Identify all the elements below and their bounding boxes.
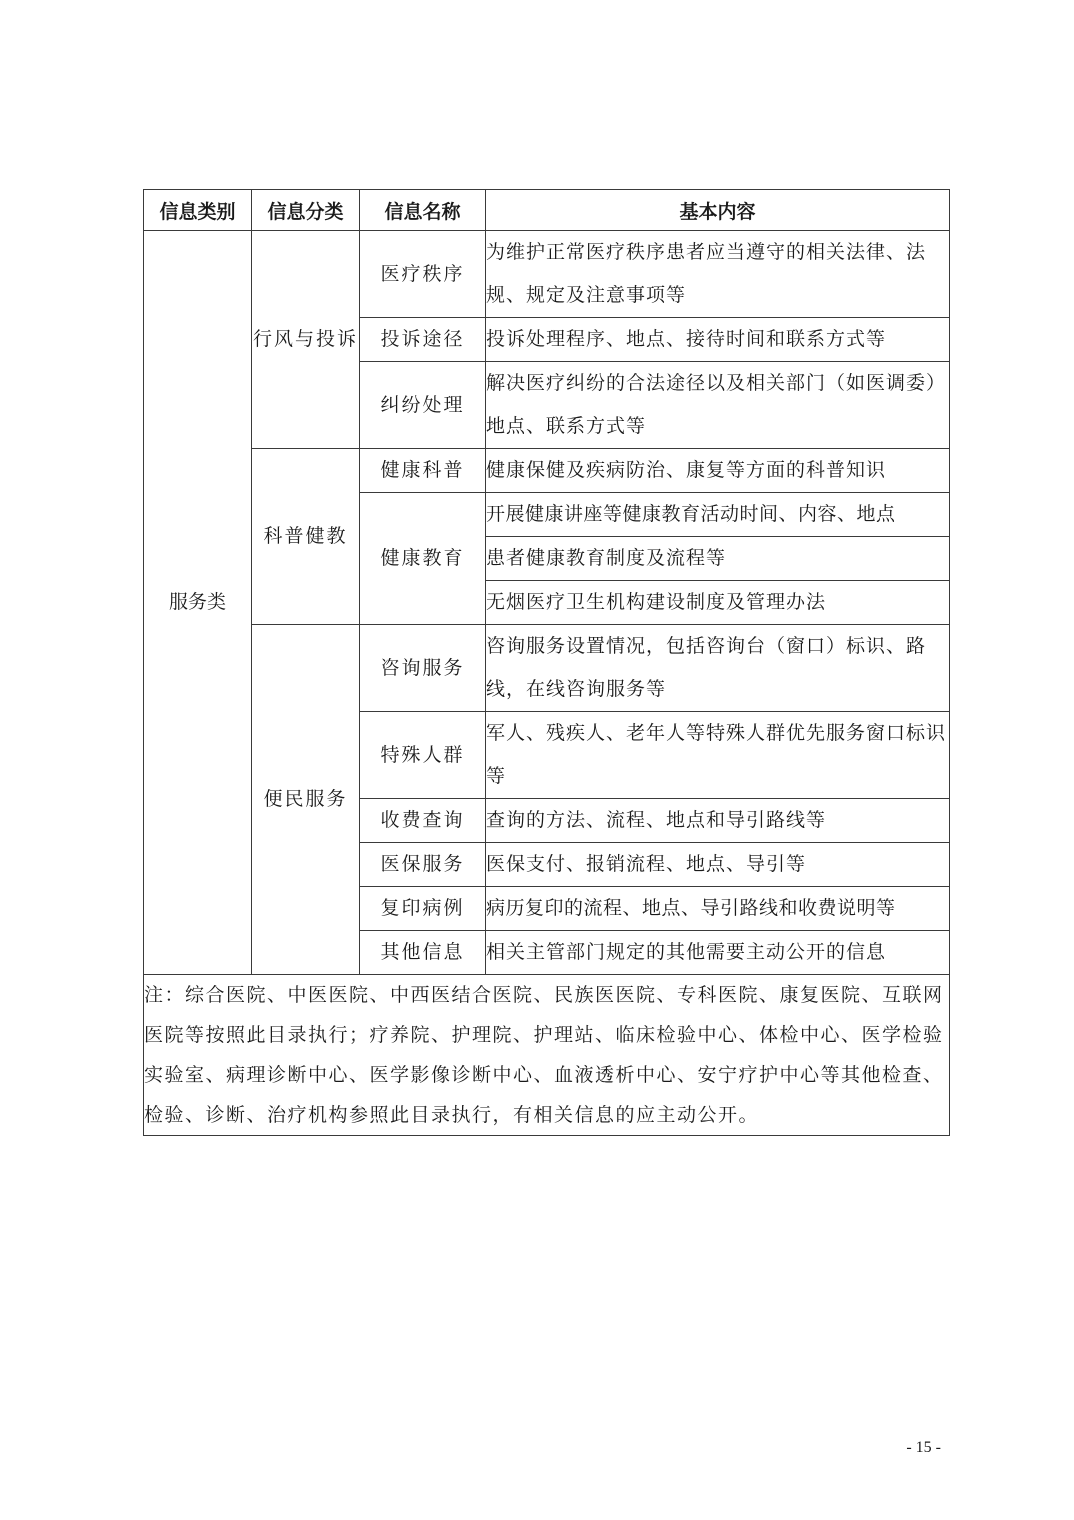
item-name: 特殊人群 [360,712,486,799]
item-name: 其他信息 [360,931,486,975]
item-content: 病历复印的流程、地点、导引路线和收费说明等 [486,887,950,931]
item-content: 健康保健及疾病防治、康复等方面的科普知识 [486,449,950,493]
header-row [144,190,950,231]
table-row [144,231,950,318]
group-name: 科普健教 [252,449,360,625]
item-name: 收费查询 [360,799,486,843]
note-row [144,975,950,1136]
item-content: 军人、残疾人、老年人等特殊人群优先服务窗口标识等 [486,712,950,799]
header-category: 信息类别 [144,190,252,231]
item-content: 查询的方法、流程、地点和导引路线等 [486,799,950,843]
item-name: 健康教育 [360,493,486,625]
table-row [144,449,950,493]
header-classification: 信息分类 [252,190,360,231]
group-name: 行风与投诉 [252,231,360,449]
item-content: 相关主管部门规定的其他需要主动公开的信息 [486,931,950,975]
header-name: 信息名称 [360,190,486,231]
item-content: 医保支付、报销流程、地点、导引等 [486,843,950,887]
item-name: 医疗秩序 [360,231,486,318]
group-name: 便民服务 [252,625,360,975]
item-content: 投诉处理程序、地点、接待时间和联系方式等 [486,318,950,362]
header-content: 基本内容 [486,190,950,231]
item-content: 咨询服务设置情况，包括咨询台（窗口）标识、路线，在线咨询服务等 [486,625,950,712]
category-cell: 服务类 [144,231,252,975]
note-text: 注：综合医院、中医医院、中西医结合医院、民族医医院、专科医院、康复医院、互联网医院等按照此目录执行；疗养院、护理院、护理站、临床检验中心、体检中心、医学检验实验室、病理诊断中心、医学影像诊断中心、血液透析中心、安宁疗护中心等其他检查、检验、诊断、治疗机构参照此目录执行，有相关信息的应主动公开。 [144,975,950,1136]
item-content: 无烟医疗卫生机构建设制度及管理办法 [486,581,950,625]
item-content: 患者健康教育制度及流程等 [486,537,950,581]
item-name: 复印病例 [360,887,486,931]
item-content: 开展健康讲座等健康教育活动时间、内容、地点 [486,493,950,537]
table-row [144,625,950,712]
item-name: 医保服务 [360,843,486,887]
item-name: 纠纷处理 [360,362,486,449]
info-table [143,189,950,1136]
page-number: - 15 - [906,1439,941,1456]
item-name: 投诉途径 [360,318,486,362]
item-name: 咨询服务 [360,625,486,712]
item-content: 为维护正常医疗秩序患者应当遵守的相关法律、法规、规定及注意事项等 [486,231,950,318]
item-name: 健康科普 [360,449,486,493]
item-content: 解决医疗纠纷的合法途径以及相关部门（如医调委）地点、联系方式等 [486,362,950,449]
